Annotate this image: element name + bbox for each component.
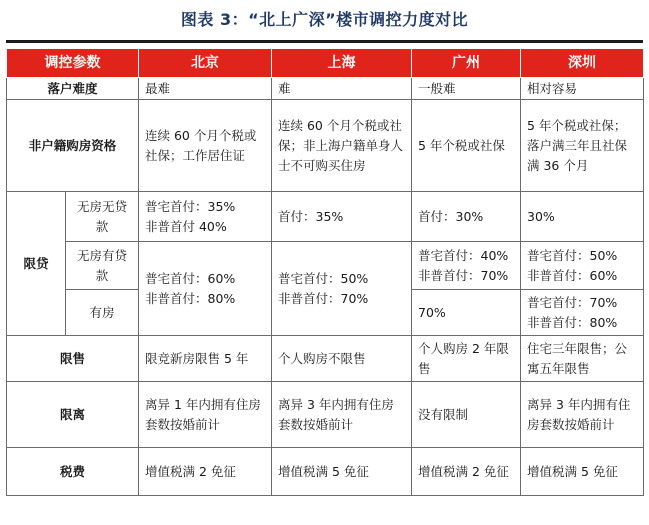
- table-row: [7, 242, 644, 290]
- table-cell: 首付：30%: [412, 192, 521, 242]
- table-row: [7, 192, 644, 242]
- row-label: 非户籍购房资格: [7, 100, 139, 192]
- table-cell: 离异 1 年内拥有住房套数按婚前计: [139, 382, 272, 448]
- table-cell: 5 年个税或社保；落户满三年且社保满 36 个月: [521, 100, 644, 192]
- table-cell: 住宅三年限售；公寓五年限售: [521, 336, 644, 382]
- header-shenzhen: 深圳: [521, 49, 644, 78]
- table-cell: 个人购房不限售: [272, 336, 412, 382]
- table-cell: 30%: [521, 192, 644, 242]
- row-label: 限离: [7, 382, 139, 448]
- table-row: [7, 78, 644, 100]
- table-cell: 5 年个税或社保: [412, 100, 521, 192]
- table-cell: 普宅首付：50% 非普首付：70%: [272, 242, 412, 336]
- table-cell: 增值税满 5 免征: [272, 448, 412, 496]
- header-param: 调控参数: [7, 49, 139, 78]
- table-cell: 70%: [412, 290, 521, 336]
- table-cell: 最难: [139, 78, 272, 100]
- header-shanghai: 上海: [272, 49, 412, 78]
- page-title: 图表 3：“北上广深”楼市调控力度对比: [180, 10, 469, 29]
- row-label: 限贷: [7, 192, 66, 336]
- header-beijing: 北京: [139, 49, 272, 78]
- table-cell: 普宅首付：35% 非普首付 40%: [139, 192, 272, 242]
- table-cell: 限竞新房限售 5 年: [139, 336, 272, 382]
- header-row: [7, 49, 644, 78]
- table-row: [7, 448, 644, 496]
- table-cell: 首付：35%: [272, 192, 412, 242]
- table-cell: 普宅首付：60% 非普首付：80%: [139, 242, 272, 336]
- table-row: [7, 382, 644, 448]
- table-cell: 增值税满 2 免征: [139, 448, 272, 496]
- table-cell: 普宅首付：50% 非普首付：60%: [521, 242, 644, 290]
- table-cell: 个人购房 2 年限售: [412, 336, 521, 382]
- row-label: 落户难度: [7, 78, 139, 100]
- header-guangzhou: 广州: [412, 49, 521, 78]
- table-row: [7, 336, 644, 382]
- row-label: 限售: [7, 336, 139, 382]
- table-row: [7, 100, 644, 192]
- table-cell: 难: [272, 78, 412, 100]
- table-cell: 普宅首付：70% 非普首付：80%: [521, 290, 644, 336]
- comparison-table: [6, 48, 644, 496]
- sub-label: 无房有贷款: [66, 242, 139, 290]
- sub-label: 无房无贷款: [66, 192, 139, 242]
- table-cell: 连续 60 个月个税或社保；工作居住证: [139, 100, 272, 192]
- table-cell: 普宅首付：40% 非普首付：70%: [412, 242, 521, 290]
- top-rule: [6, 40, 643, 43]
- table-cell: 没有限制: [412, 382, 521, 448]
- table-cell: 一般难: [412, 78, 521, 100]
- table-cell: 增值税满 5 免征: [521, 448, 644, 496]
- table-cell: 相对容易: [521, 78, 644, 100]
- table-cell: 增值税满 2 免征: [412, 448, 521, 496]
- table-cell: 离异 3 年内拥有住房套数按婚前计: [521, 382, 644, 448]
- row-label: 税费: [7, 448, 139, 496]
- sub-label: 有房: [66, 290, 139, 336]
- table-cell: 离异 3 年内拥有住房套数按婚前计: [272, 382, 412, 448]
- table-cell: 连续 60 个月个税或社保；非上海户籍单身人士不可购买住房: [272, 100, 412, 192]
